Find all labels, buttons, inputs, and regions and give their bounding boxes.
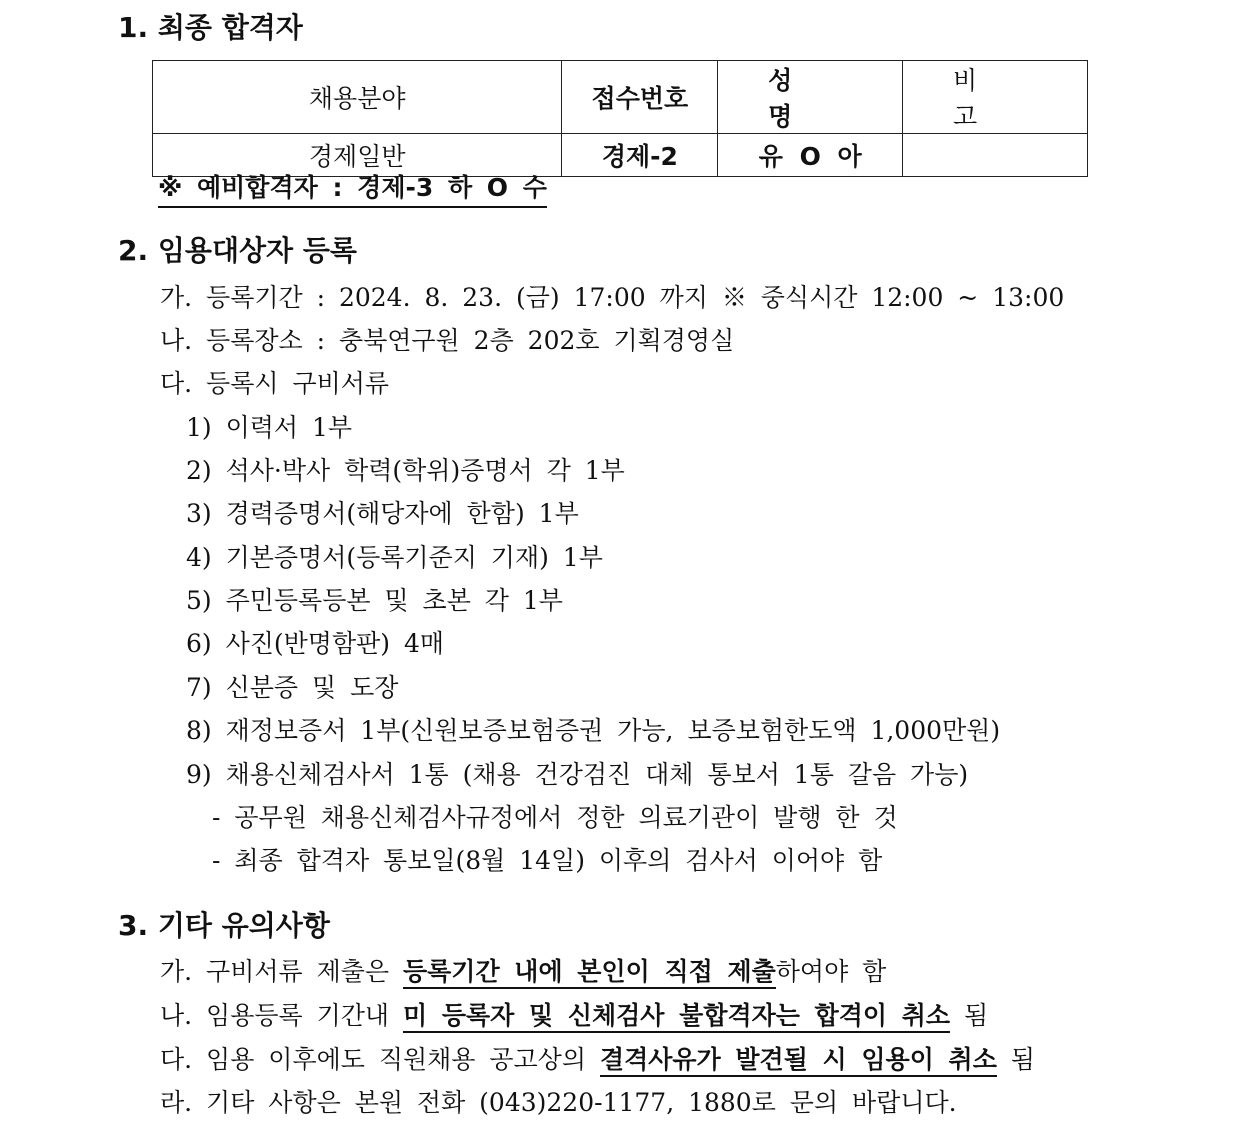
notice-item-a-emphasis: 등록기간 내에 본인이 직접 제출 — [403, 957, 776, 989]
table-header-row — [153, 61, 1088, 134]
cell-name: 유 O 아 — [718, 134, 903, 177]
header-name: 성 명 — [718, 61, 903, 134]
section1-heading: 1. 최종 합격자 — [118, 11, 303, 44]
notice-item-c-prefix: 다. 임용 이후에도 직원채용 공고상의 — [160, 1045, 600, 1074]
list-item: 1) 이력서 1부 — [186, 413, 353, 442]
list-item: 3) 경력증명서(해당자에 한함) 1부 — [186, 499, 579, 528]
list-item: 9) 채용신체검사서 1통 (채용 건강검진 대체 통보서 1통 갈음 가능) — [186, 760, 969, 789]
header-remarks: 비 고 — [903, 61, 1088, 134]
preliminary-passer-note: ※ 예비합격자 : 경제-3 하 O 수 — [158, 168, 547, 208]
list-item: 8) 재정보증서 1부(신원보증보험증권 가능, 보증보험한도액 1,000만원) — [186, 716, 1001, 745]
header-field: 채용분야 — [153, 61, 562, 134]
cell-remarks — [903, 134, 1088, 177]
section2-heading: 2. 임용대상자 등록 — [118, 234, 357, 267]
notice-item-a-prefix: 가. 구비서류 제출은 — [160, 957, 403, 986]
list-item: 4) 기본증명서(등록기준지 기재) 1부 — [186, 543, 603, 572]
cell-field: 경제일반 — [153, 134, 562, 177]
notice-item-b — [160, 996, 988, 1032]
notice-item-b-emphasis: 미 등록자 및 신체검사 불합격자는 합격이 취소 — [403, 1001, 950, 1033]
notice-item-b-prefix: 나. 임용등록 기간내 — [160, 1001, 403, 1030]
final-results-table — [152, 60, 1088, 177]
registration-period: 가. 등록기간 : 2024. 8. 23. (금) 17:00 까지 ※ 중식시간 12:00 ~ 13:00 — [160, 283, 1065, 312]
list-item: 6) 사진(반명함판) 4매 — [186, 629, 445, 658]
notice-item-a-suffix: 하여야 함 — [775, 957, 887, 986]
section3-heading: 3. 기타 유의사항 — [118, 909, 330, 942]
notice-item-c — [160, 1040, 1035, 1076]
notice-item-b-suffix: 됨 — [950, 1001, 989, 1030]
notice-item-c-emphasis: 결격사유가 발견될 시 임용이 취소 — [600, 1045, 997, 1077]
required-docs-title: 다. 등록시 구비서류 — [160, 369, 390, 398]
list-item: 5) 주민등록등본 및 초본 각 1부 — [186, 586, 563, 615]
notice-item-d: 라. 기타 사항은 본원 전화 (043)220-1177, 1880로 문의 바랍니다. — [160, 1088, 957, 1117]
list-item: 7) 신분증 및 도장 — [186, 673, 399, 702]
sub-note: - 최종 합격자 통보일(8월 14일) 이후의 검사서 이어야 함 — [212, 846, 883, 875]
notice-item-c-suffix: 됨 — [996, 1045, 1035, 1074]
header-receipt-number: 접수번호 — [562, 61, 718, 134]
sub-note: - 공무원 채용신체검사규정에서 정한 의료기관이 발행 한 것 — [212, 803, 898, 832]
cell-receipt-number: 경제-2 — [562, 134, 718, 177]
notice-item-a — [160, 952, 886, 988]
list-item: 2) 석사·박사 학력(학위)증명서 각 1부 — [186, 456, 625, 485]
registration-place: 나. 등록장소 : 충북연구원 2층 202호 기획경영실 — [160, 326, 735, 355]
